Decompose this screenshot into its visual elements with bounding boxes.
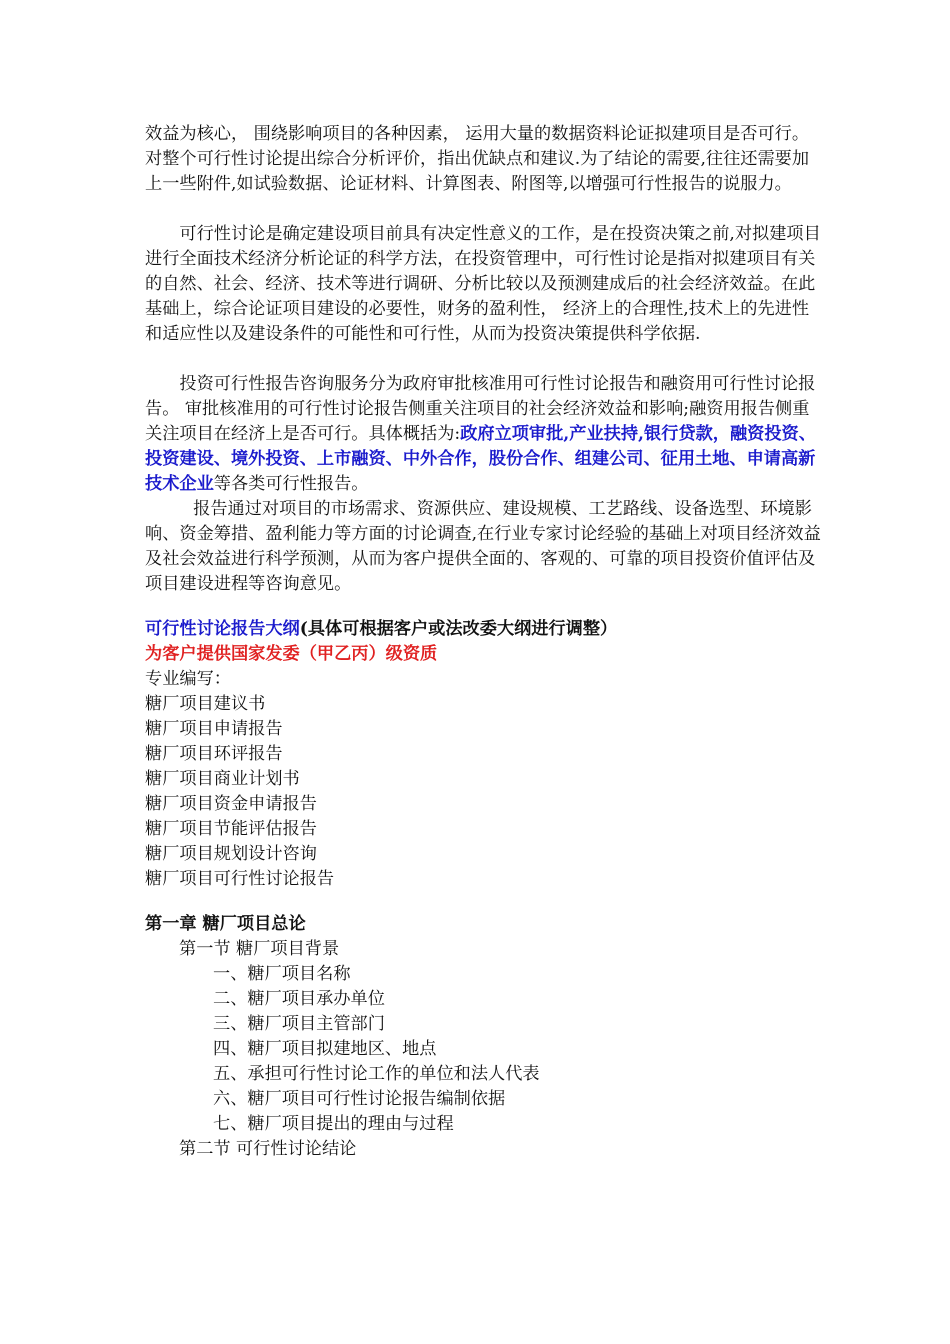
paragraph-consulting-services	[145, 372, 825, 497]
services-label: 专业编写：	[145, 669, 231, 689]
section-items	[145, 962, 825, 1137]
services-tail: 等各类可行性报告。	[213, 474, 369, 494]
service-item: 糖厂项目资金申请报告	[145, 794, 317, 814]
paragraph-report-scope: 报告通过对项目的市场需求、资源供应、建设规模、工艺路线、设备选型、环境影响、资金筹措、盈利能力等方面的讨论调查,在行业专家讨论经验的基础上对项目经济效益及社会效益进行科学预测，从而为客户提供全面的、客观的、可靠的项目投资价值评估及项目建设进程等咨询意见。	[145, 499, 821, 594]
service-item: 糖厂项目申请报告	[145, 719, 283, 739]
service-item: 糖厂项目可行性讨论报告	[145, 869, 335, 889]
section-heading: 第一节 糖厂项目背景	[179, 939, 340, 959]
outline-title	[145, 617, 825, 642]
section-item: 五、承担可行性讨论工作的单位和法人代表	[213, 1064, 540, 1084]
services-intro: 投资可行性报告咨询服务分为政府审批核准用可行性讨论报告和融资用可行性讨论报告。 审批核准用的可行性讨论报告侧重关注项目的社会经济效益和影响;融资用报告侧重关注项目在经济上是否可行。具体概括为:	[145, 374, 816, 444]
outline-title-note: (具体可根据客户或法改委大纲进行调整）	[299, 619, 618, 639]
service-item: 糖厂项目节能评估报告	[145, 819, 317, 839]
section-item: 二、糖厂项目承办单位	[213, 989, 385, 1009]
service-item: 糖厂项目商业计划书	[145, 769, 300, 789]
paragraph-feasibility-definition: 可行性讨论是确定建设项目前具有决定性意义的工作，是在投资决策之前,对拟建项目进行全面技术经济分析论证的科学方法，在投资管理中，可行性讨论是指对拟建项目有关的自然、社会、经济、技术等进行调研、分析比较以及预测建成后的社会经济效益。在此基础上，综合论证项目建设的必要性，财务的盈利性， 经济上的合理性,技术上的先进性和适应性以及建设条件的可能性和可行性，从而为投资决策提供科学依据.	[145, 224, 821, 344]
section-heading: 第二节 可行性讨论结论	[179, 1139, 357, 1159]
services-list	[145, 692, 825, 892]
service-item: 糖厂项目建议书	[145, 694, 266, 714]
section-item: 四、糖厂项目拟建地区、地点	[213, 1039, 437, 1059]
outline-title-main: 可行性讨论报告大纲	[145, 619, 300, 639]
qualification-line: 为客户提供国家发委（甲乙丙）级资质	[145, 644, 438, 664]
service-item: 糖厂项目环评报告	[145, 744, 283, 764]
services-highlight: 政府立项审批,产业扶持,银行贷款，融资投资、投资建设、境外投资、上市融资、中外合作，股份合作、组建公司、征用土地、申请高新技术企业	[145, 424, 816, 494]
document-body	[145, 122, 825, 1162]
section-item: 六、糖厂项目可行性讨论报告编制依据	[213, 1089, 506, 1109]
service-item: 糖厂项目规划设计咨询	[145, 844, 317, 864]
section-item: 三、糖厂项目主管部门	[213, 1014, 385, 1034]
chapter-title: 第一章 糖厂项目总论	[145, 914, 306, 934]
section-item: 一、糖厂项目名称	[213, 964, 351, 984]
paragraph-conclusion: 效益为核心， 围绕影响项目的各种因素， 运用大量的数据资料论证拟建项目是否可行。对整个可行性讨论提出综合分析评价，指出优缺点和建议.为了结论的需要,往往还需要加上一些附件,如试验数据、论证材料、计算图表、附图等,以增强可行性报告的说服力。	[145, 124, 810, 194]
section-item: 七、糖厂项目提出的理由与过程	[213, 1114, 454, 1134]
